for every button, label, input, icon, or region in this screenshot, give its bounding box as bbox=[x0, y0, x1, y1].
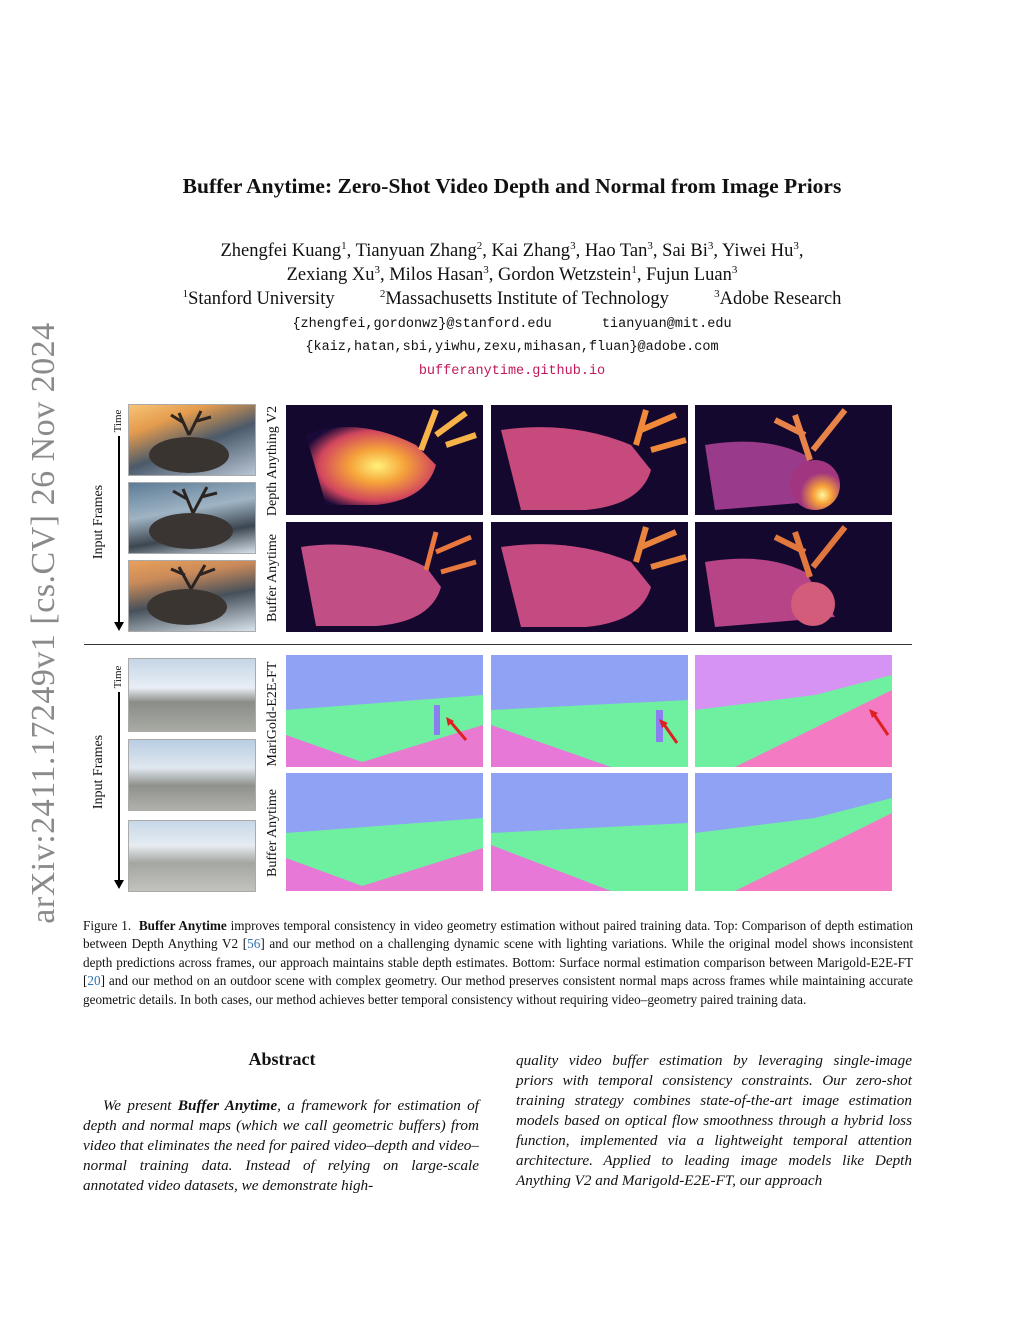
normal-panel-marigold-frame-2 bbox=[491, 655, 688, 767]
paper-title: Buffer Anytime: Zero-Shot Video Depth and Normal from Image Priors bbox=[182, 174, 842, 198]
depth-panel-dav2-frame-3 bbox=[695, 405, 892, 515]
input-frame-reindeer-3 bbox=[128, 560, 256, 632]
input-frames-label-bottom: Input Frames bbox=[91, 734, 106, 810]
affiliations bbox=[0, 288, 1024, 310]
author-name: Zhengfei Kuang bbox=[220, 241, 342, 262]
normal-panel-buffer-frame-3 bbox=[695, 773, 892, 891]
depth-panel-buffer-frame-2 bbox=[491, 522, 688, 632]
project-website-link[interactable]: bufferanytime.github.io bbox=[418, 364, 606, 379]
depth-panel-dav2-frame-2 bbox=[491, 405, 688, 515]
authors-line-2: Zexiang Xu$^3$, Milos Hasan$^3$, Gordon Wetzstein$^1$, Fujun Luan$^3$ bbox=[286, 264, 738, 286]
citation-link[interactable]: 20 bbox=[87, 973, 101, 989]
author-affiliation-mark: 3 bbox=[731, 264, 738, 276]
input-frame-outdoor-1 bbox=[128, 658, 256, 732]
author-name: Tianyuan Zhang bbox=[355, 241, 477, 262]
emails-line-2: {kaiz,hatan,sbi,yiwhu,zexu,mihasan,fluan}@adobe.com bbox=[305, 340, 719, 355]
time-label-bottom: Time bbox=[112, 665, 124, 689]
abstract-left-column: We present Buffer Anytime, a framework for estimation of depth and normal maps (which we call geometric buffers) from video that eliminates the need for paired video–depth and video–normal training data. Instead of relying on large-scale annotated video datasets, we demonstrate high- bbox=[83, 1097, 479, 1194]
row-label-marigold-e2e-ft: MariGold-E2E-FT bbox=[265, 661, 280, 767]
citation-link[interactable]: 56 bbox=[247, 936, 261, 952]
author-name: Kai Zhang bbox=[491, 241, 571, 262]
input-frame-reindeer-1 bbox=[128, 404, 256, 476]
arxiv-identifier: arXiv:2411.17249v1 [cs.CV] 26 Nov 2024 bbox=[25, 322, 62, 924]
figure-caption: Figure 1. Buffer Anytime improves temporal consistency in video geometry estimation without paired training data. Top: Comparison of depth estimation between Depth Anything V2 [56] and our method on a challenging dynamic scene with lighting variations. While the original model shows inconsistent depth predictions across frames, our approach maintains stable depth estimates. Bottom: Surface normal estimation comparison between Marigold-E2E-FT [20] and our method on an outdoor scene with complex geometry. Our method preserves consistent normal maps across frames while maintaining accurate geometric details. In both cases, our method achieves better temporal consistency without requiring video–geometry paired training data. bbox=[83, 918, 914, 1007]
time-arrow-top bbox=[118, 436, 120, 626]
author-affiliation-mark: 1 bbox=[631, 264, 637, 276]
author-name: Gordon Wetzstein bbox=[498, 265, 632, 286]
author-affiliation-mark: 3 bbox=[570, 240, 576, 252]
input-frame-reindeer-2 bbox=[128, 482, 256, 554]
author-affiliation-mark: 3 bbox=[793, 240, 799, 252]
input-frames-label-top: Input Frames bbox=[91, 484, 106, 560]
normal-panel-buffer-frame-2 bbox=[491, 773, 688, 891]
time-arrow-bottom bbox=[118, 692, 120, 882]
author-affiliation-mark: 3 bbox=[707, 240, 714, 252]
normal-panel-marigold-frame-3 bbox=[695, 655, 892, 767]
author-affiliation-mark: 3 bbox=[374, 264, 380, 276]
abstract-right-column: quality video buffer estimation by leveraging single-image priors with temporal consistency constraints. Our zero-shot training strategy combines state-of-the-art image estimation models based on optical flow smoothness through a hybrid loss function, implemented via a lightweight temporal attention architecture. Applied to leading image models like Depth Anything V2 and Marigold-E2E-FT, our approach bbox=[516, 1052, 912, 1189]
author-affiliation-mark: 3 bbox=[483, 264, 489, 276]
input-frame-outdoor-3 bbox=[128, 820, 256, 892]
row-label-depth-anything-v2: Depth Anything V2 bbox=[265, 405, 280, 517]
depth-panel-buffer-frame-3 bbox=[695, 522, 892, 632]
figure-divider bbox=[84, 644, 912, 645]
author-name: Milos Hasan bbox=[389, 265, 484, 286]
normal-panel-buffer-frame-1 bbox=[286, 773, 483, 891]
email-stanford: {zhengfei,gordonwz}@stanford.edu bbox=[292, 317, 552, 332]
time-label-top: Time bbox=[112, 409, 124, 433]
abstract-heading: Abstract bbox=[248, 1049, 316, 1069]
affiliation-2: $^2$Massachusetts Institute of Technology bbox=[379, 288, 669, 310]
author-affiliation-mark: 3 bbox=[647, 240, 653, 252]
affiliation-1: $^1$Stanford University bbox=[182, 288, 335, 310]
author-name: Sai Bi bbox=[662, 241, 708, 262]
author-name: Hao Tan bbox=[584, 241, 648, 262]
emails-line-1 bbox=[0, 317, 1024, 332]
author-affiliation-mark: 2 bbox=[476, 240, 483, 252]
input-frame-outdoor-2 bbox=[128, 739, 256, 811]
time-arrowhead-top bbox=[114, 622, 124, 631]
row-label-buffer-anytime-depth: Buffer Anytime bbox=[265, 534, 280, 623]
author-name: Fujun Luan bbox=[646, 265, 732, 286]
author-name: Yiwei Hu bbox=[721, 241, 794, 262]
authors-line-1: Zhengfei Kuang$^1$, Tianyuan Zhang$^2$, Kai Zhang$^3$, Hao Tan$^3$, Sai Bi$^3$, Yiwei Hu$^3$, bbox=[220, 240, 804, 262]
email-mit: tianyuan@mit.edu bbox=[601, 317, 732, 332]
time-arrowhead-bottom bbox=[114, 880, 124, 889]
author-affiliation-mark: 1 bbox=[341, 240, 347, 252]
affiliation-3: $^3$Adobe Research bbox=[714, 288, 842, 310]
row-label-buffer-anytime-normal: Buffer Anytime bbox=[265, 789, 280, 878]
depth-panel-dav2-frame-1 bbox=[286, 405, 483, 515]
depth-panel-buffer-frame-1 bbox=[286, 522, 483, 632]
normal-panel-marigold-frame-1 bbox=[286, 655, 483, 767]
author-name: Zexiang Xu bbox=[286, 265, 375, 286]
